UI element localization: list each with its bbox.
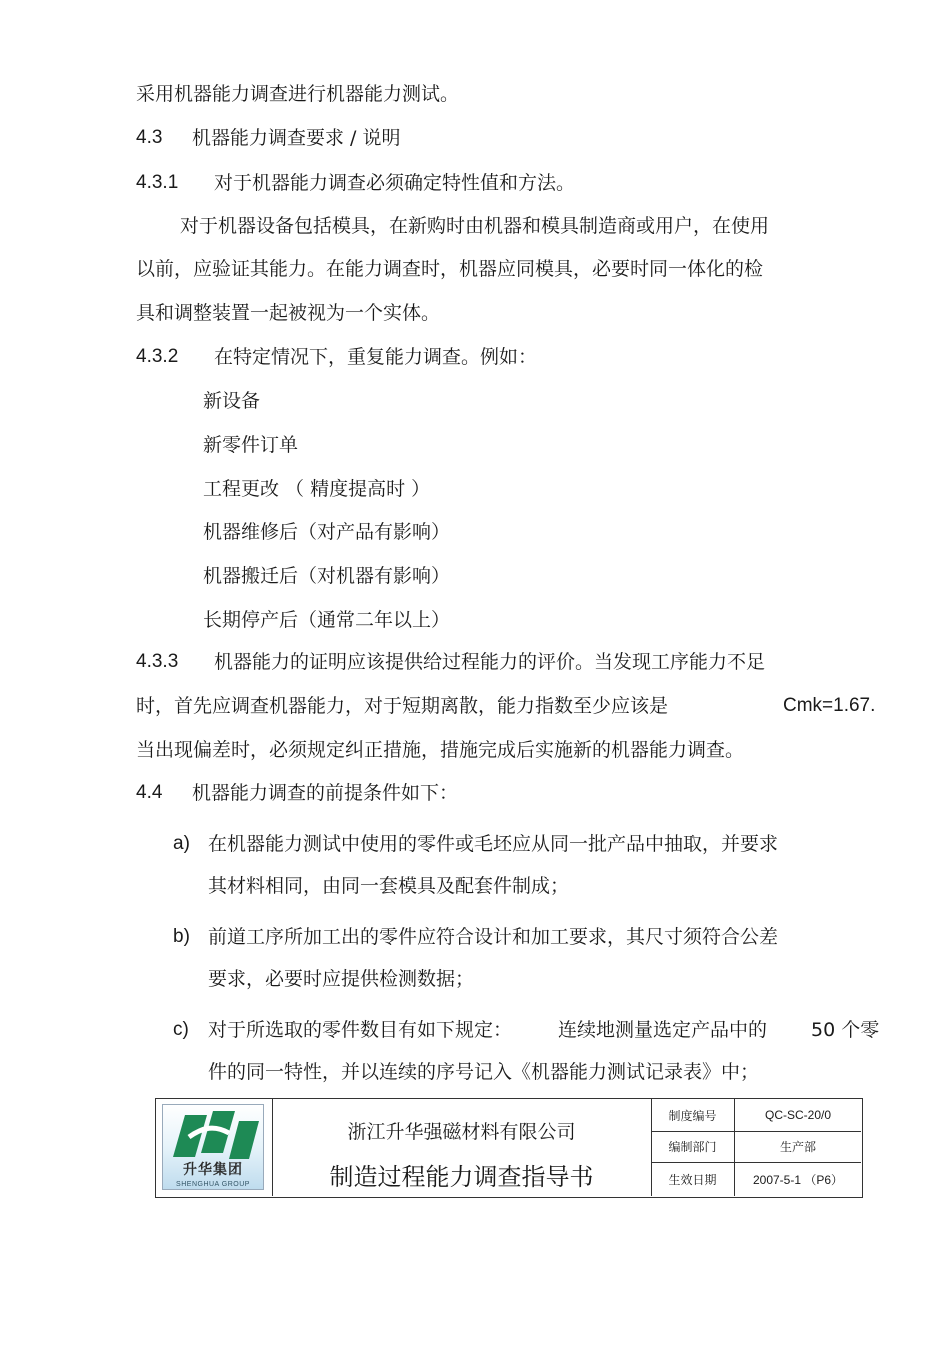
info-value: QC-SC-20/0 — [764, 1108, 832, 1122]
logo-cell — [156, 1099, 273, 1196]
example-item: 机器维修后（对产品有影响） — [203, 521, 451, 543]
info-row-department — [651, 1131, 861, 1163]
list-label-b: b) — [173, 926, 190, 947]
example-item: 机器搬迁后（对机器有影响） — [203, 565, 451, 587]
section-heading-4-4: 机器能力调查的前提条件如下： — [192, 782, 459, 804]
intro-line: 采用机器能力调查进行机器能力测试。 — [136, 83, 460, 105]
list-item-line: 在机器能力测试中使用的零件或毛坯应从同一批产品中抽取，并要求 — [208, 833, 779, 855]
title-cell — [272, 1099, 652, 1196]
list-item-line: 50 个零 — [811, 1019, 880, 1041]
logo-subtext: SHENGHUA GROUP — [176, 1181, 250, 1188]
list-label-c: c) — [173, 1019, 189, 1040]
section-number-4-3: 4.3 — [136, 127, 163, 148]
company-name: 浙江升华强磁材料有限公司 — [347, 1121, 576, 1143]
info-key: 生效日期 — [651, 1162, 735, 1196]
list-item-line: 件的同一特性，并以连续的序号记入《机器能力测试记录表》中； — [208, 1061, 760, 1083]
info-row-effective-date — [651, 1162, 861, 1196]
list-item-line: 前道工序所加工出的零件应符合设计和加工要求，其尺寸须符合公差 — [208, 926, 779, 948]
document-footer-table — [155, 1098, 863, 1198]
info-key: 制度编号 — [651, 1099, 735, 1131]
info-row-code — [651, 1099, 861, 1132]
paragraph-line: 当出现偏差时，必须规定纠正措施，措施完成后实施新的机器能力调查。 — [136, 739, 745, 761]
section-heading-4-3-2: 在特定情况下，重复能力调查。例如： — [214, 346, 538, 368]
example-item: 长期停产后（通常二年以上） — [203, 609, 451, 631]
paragraph-line: 具和调整装置一起被视为一个实体。 — [136, 302, 441, 324]
list-item-line: 对于所选取的零件数目有如下规定： — [208, 1019, 513, 1041]
company-logo — [162, 1104, 264, 1190]
section-number-4-3-3: 4.3.3 — [136, 651, 179, 672]
list-item-line: 连续地测量选定产品中的 — [558, 1019, 768, 1041]
paragraph-line: 机器能力的证明应该提供给过程能力的评价。当发现工序能力不足 — [214, 651, 766, 673]
info-value: 生产部 — [779, 1140, 816, 1154]
example-item: 新设备 — [203, 390, 261, 412]
section-number-4-3-1: 4.3.1 — [136, 172, 179, 193]
section-number-4-3-2: 4.3.2 — [136, 346, 179, 367]
paragraph-line: 时，首先应调查机器能力，对于短期离散，能力指数至少应该是 — [136, 695, 669, 717]
cmk-value: Cmk=1.67. — [783, 695, 876, 716]
logo-mark-icon — [163, 1107, 263, 1167]
logo-text: 升华集团 — [183, 1162, 243, 1178]
section-heading-4-3-1: 对于机器能力调查必须确定特性值和方法。 — [214, 172, 576, 194]
section-heading-4-3: 机器能力调查要求 / 说明 — [192, 127, 401, 149]
document-title: 制造过程能力调查指导书 — [329, 1163, 594, 1191]
list-label-a: a) — [173, 833, 190, 854]
list-item-line: 要求，必要时应提供检测数据； — [208, 968, 475, 990]
section-number-4-4: 4.4 — [136, 782, 163, 803]
info-key: 编制部门 — [651, 1131, 735, 1162]
paragraph-line: 对于机器设备包括模具，在新购时由机器和模具制造商或用户，在使用 — [180, 215, 770, 237]
example-item: 新零件订单 — [203, 434, 299, 456]
info-value: 2007-5-1 （P6） — [752, 1172, 844, 1187]
list-item-line: 其材料相同，由同一套模具及配套件制成； — [208, 875, 570, 897]
example-item: 工程更改 （ 精度提高时 ） — [203, 478, 431, 500]
paragraph-line: 以前，应验证其能力。在能力调查时，机器应同模具，必要时同一体化的检 — [136, 258, 764, 280]
